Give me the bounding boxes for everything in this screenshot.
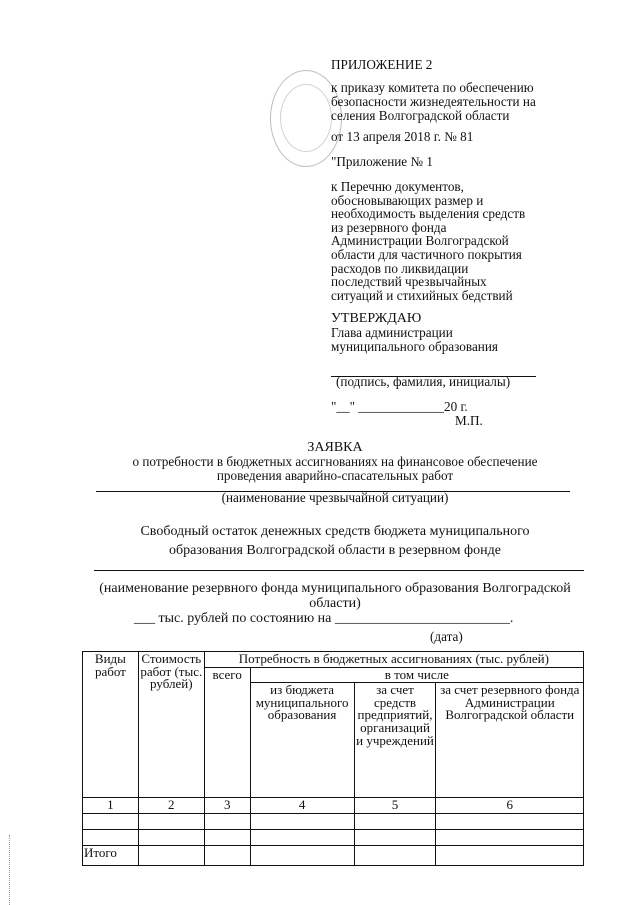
header-works: Виды работ (83, 652, 139, 798)
approval-date-line: "__" _____________20 г. (331, 399, 468, 414)
header-need: Потребность в бюджетных ассигнованиях (тыс. рублей) (204, 652, 583, 668)
request-subtitle: о потребности в бюджетных ассигнованиях на финансовое обеспечение (132, 454, 538, 469)
column-number: 1 (83, 798, 139, 814)
approve-line: муниципального образования (331, 339, 498, 354)
header-cost: Стоимость работ (тыс. рублей) (138, 652, 204, 798)
table-cell (354, 829, 436, 845)
table-cell (250, 813, 354, 829)
approval-block (331, 312, 591, 354)
header-enterprises: за счет средств предприятий, организаций и учреждений (354, 683, 436, 798)
amount-line: ___ тыс. рублей по состоянию на _________________________. (134, 611, 514, 626)
request-table (82, 651, 584, 866)
table-cell (204, 845, 250, 865)
official-stamp-inner-ring (280, 84, 332, 152)
balance-line: Свободный остаток денежных средств бюджета муниципального (140, 524, 530, 539)
table-cell (138, 845, 204, 865)
table-cell (138, 813, 204, 829)
fund-caption-line: (наименование резервного фонда муниципального образования Волгоградской (99, 581, 571, 596)
fund-name-underline (94, 570, 584, 571)
request-heading: ЗАЯВКА (307, 440, 363, 455)
seal-label: М.П. (455, 413, 483, 428)
appendix-header (331, 58, 591, 72)
list-line: к Перечню документов, (331, 179, 464, 194)
fund-caption-line: области) (309, 596, 361, 611)
column-number: 5 (354, 798, 436, 814)
order-date: от 13 апреля 2018 г. № 81 (331, 129, 474, 144)
table-row (83, 813, 584, 829)
header-reserve: за счет резервного фонда Администрации Волгоградской области (436, 683, 584, 798)
table-cell (436, 845, 584, 865)
table-cell (354, 845, 436, 865)
balance-text (80, 522, 590, 560)
table-total-row (83, 845, 584, 865)
request-title (80, 441, 590, 483)
date-line-block (331, 400, 468, 414)
margin-dots (9, 835, 12, 905)
list-line: последствий чрезвычайных (331, 274, 487, 290)
table-cell (436, 813, 584, 829)
table-cell (204, 829, 250, 845)
table-cell (204, 813, 250, 829)
table-cell (83, 813, 139, 829)
emergency-caption-block (80, 491, 590, 505)
table-number-row (83, 798, 584, 814)
signature-caption: (подпись, фамилия, инициалы) (336, 374, 511, 389)
order-line: к приказу комитета по обеспечению (331, 80, 534, 95)
appendix-ref-block (331, 155, 591, 169)
emergency-caption: (наименование чрезвычайной ситуации) (221, 490, 449, 505)
table-cell (250, 845, 354, 865)
column-number: 3 (204, 798, 250, 814)
order-date-block (331, 130, 591, 144)
fund-caption (80, 581, 590, 611)
order-reference (331, 81, 591, 123)
table-header-row (83, 652, 584, 668)
table-cell (138, 829, 204, 845)
amount-line-block (134, 612, 513, 626)
list-line: из резервного фонда (331, 219, 447, 235)
approve-title: УТВЕРЖДАЮ (331, 311, 422, 326)
column-number: 6 (436, 798, 584, 814)
list-line: ситуаций и стихийных бедствий (331, 287, 513, 303)
order-line: селения Волгоградской области (331, 108, 510, 123)
seal-block (455, 414, 483, 428)
header-including: в том числе (250, 667, 583, 683)
list-line: необходимость выделения средств (331, 206, 526, 222)
appendix-title: ПРИЛОЖЕНИЕ 2 (331, 57, 433, 72)
date-caption: (дата) (430, 629, 463, 644)
appendix-reference: "Приложение № 1 (331, 154, 433, 169)
column-number: 4 (250, 798, 354, 814)
total-label: Итого (83, 845, 139, 865)
list-line: обосновывающих размер и (331, 192, 484, 208)
list-line: Администрации Волгоградской (331, 233, 509, 249)
column-number: 2 (138, 798, 204, 814)
table-cell (436, 829, 584, 845)
table-cell (83, 829, 139, 845)
signature-caption-block (336, 375, 510, 389)
list-line: расходов по ликвидации (331, 260, 469, 276)
approve-line: Глава администрации (331, 325, 453, 340)
request-subtitle: проведения аварийно-спасательных работ (216, 468, 454, 483)
table-cell (354, 813, 436, 829)
date-caption-block (430, 630, 463, 644)
order-line: безопасности жизнедеятельности на (331, 94, 536, 109)
table-cell (250, 829, 354, 845)
header-total: всего (204, 667, 250, 798)
documents-list-reference (331, 180, 591, 302)
header-municipal: из бюджета муниципального образования (250, 683, 354, 798)
list-line: области для частичного покрытия (331, 246, 522, 262)
balance-line: образования Волгоградской области в резервном фонде (169, 543, 501, 558)
table-row (83, 829, 584, 845)
